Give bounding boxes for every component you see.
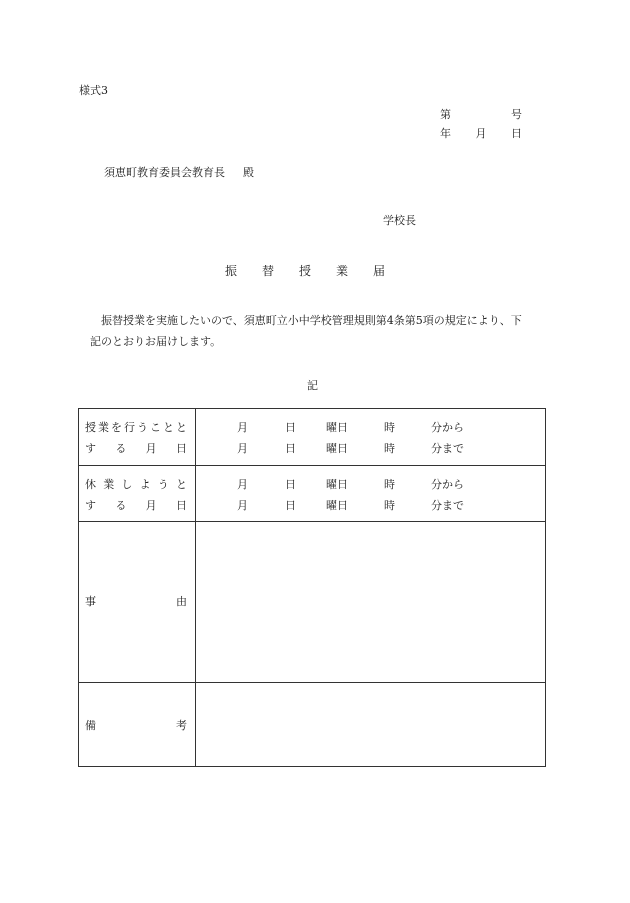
month-label: 月 (237, 421, 248, 434)
day-label: 日 (285, 421, 296, 434)
title-char: 届 (372, 264, 385, 278)
label-char: 日 (175, 499, 187, 512)
minute-from-label: 分から (431, 421, 464, 434)
make-up-class-row (79, 409, 546, 466)
label-char: 授 (85, 421, 96, 434)
document-number (440, 106, 522, 122)
label-line (79, 474, 195, 495)
label-line (79, 593, 195, 609)
recipient (104, 164, 254, 180)
minute-from-label: 分から (431, 478, 464, 491)
to-datetime (196, 495, 545, 516)
label-char: 月 (145, 442, 157, 455)
remarks-field[interactable] (196, 683, 546, 767)
title-char: 振 (225, 264, 238, 278)
minute-to-label: 分まで (431, 499, 464, 512)
day-label: 日 (285, 478, 296, 491)
label-char: 備 (85, 719, 96, 732)
month-label: 月 (237, 442, 248, 455)
label-char: 日 (175, 442, 187, 455)
label-char: よ (139, 478, 151, 491)
label-line (79, 717, 195, 733)
doc-number-go: 号 (511, 108, 522, 121)
weekday-label: 曜日 (326, 478, 348, 491)
remarks-row (79, 683, 546, 767)
to-datetime (196, 438, 545, 459)
body-line: 記のとおりお届けします。 (90, 335, 222, 348)
month-label: 月 (237, 478, 248, 491)
ki-heading: 記 (307, 379, 318, 392)
label-char: る (115, 442, 127, 455)
document-date (440, 125, 522, 141)
body-text (90, 310, 550, 352)
month-label: 月 (237, 499, 248, 512)
label-char: 由 (176, 595, 187, 608)
label-char: す (85, 442, 96, 455)
make-up-class-datetime[interactable] (196, 409, 546, 466)
from-datetime (196, 474, 545, 495)
label-char: す (85, 499, 96, 512)
remarks-label (79, 683, 196, 767)
from-datetime (196, 417, 545, 438)
sender-title: 学校長 (383, 214, 416, 227)
hour-label: 時 (384, 478, 395, 491)
day-label: 日 (285, 442, 296, 455)
closure-label (79, 466, 196, 522)
form-number: 様式3 (79, 84, 108, 97)
hour-label: 時 (384, 442, 395, 455)
label-line (79, 495, 195, 516)
weekday-label: 曜日 (326, 421, 348, 434)
doc-number-dai: 第 (440, 108, 451, 121)
date-month: 月 (475, 127, 487, 140)
title-char: 授 (298, 264, 311, 278)
weekday-label: 曜日 (326, 499, 348, 512)
label-char: う (137, 421, 148, 434)
document-title (225, 262, 385, 279)
label-char: る (115, 499, 127, 512)
label-char: と (176, 421, 187, 434)
label-char: 業 (103, 478, 115, 491)
label-char: 事 (85, 595, 96, 608)
reason-field[interactable] (196, 522, 546, 683)
label-char: 業 (98, 421, 109, 434)
recipient-honorific: 殿 (243, 166, 254, 179)
date-year: 年 (440, 127, 451, 140)
weekday-label: 曜日 (326, 442, 348, 455)
record-table (78, 408, 546, 767)
hour-label: 時 (384, 421, 395, 434)
day-label: 日 (285, 499, 296, 512)
make-up-class-label (79, 409, 196, 466)
hour-label: 時 (384, 499, 395, 512)
title-char: 業 (335, 264, 348, 278)
label-char: 考 (176, 719, 187, 732)
reason-row (79, 522, 546, 683)
label-char: と (175, 478, 187, 491)
label-char: 行 (124, 421, 135, 434)
label-char: 休 (85, 478, 96, 491)
date-day: 日 (511, 127, 522, 140)
minute-to-label: 分まで (431, 442, 464, 455)
label-char: し (121, 478, 133, 491)
title-char: 替 (261, 264, 274, 278)
reason-label (79, 522, 196, 683)
closure-row (79, 466, 546, 522)
label-line (79, 438, 195, 459)
closure-datetime[interactable] (196, 466, 546, 522)
label-char: と (163, 421, 174, 434)
label-char: う (157, 478, 169, 491)
label-char: を (111, 421, 122, 434)
recipient-name: 須恵町教育委員会教育長 (104, 166, 225, 179)
label-line (79, 417, 195, 438)
label-char: 月 (145, 499, 157, 512)
label-char: こ (150, 421, 161, 434)
body-line: 振替授業を実施したいので、須恵町立小中学校管理規則第4条第5項の規定により、下 (101, 314, 522, 327)
